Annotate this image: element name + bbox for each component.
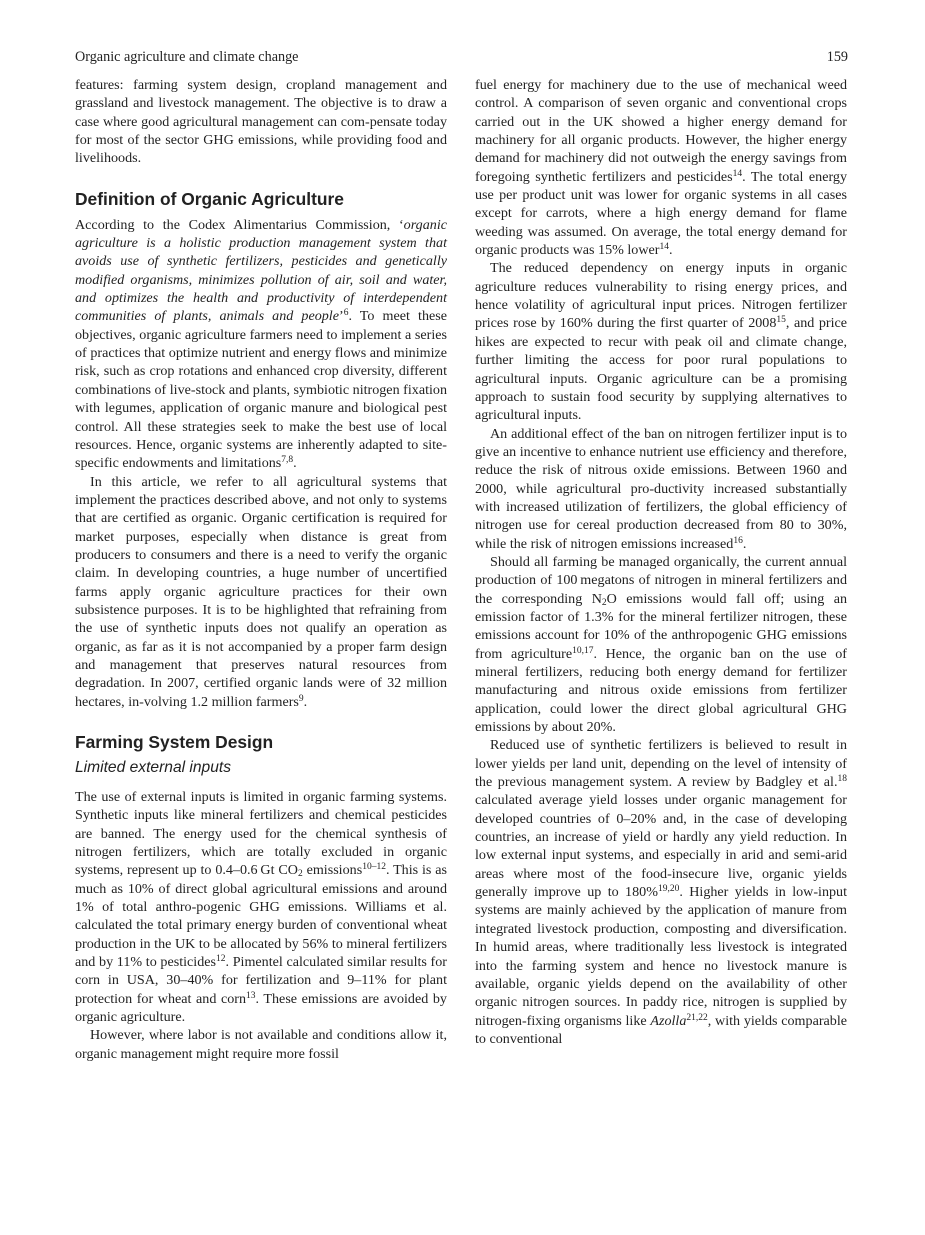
citation: 14: [659, 242, 669, 253]
azolla-term: Azolla: [650, 1012, 687, 1029]
definition-paragraph-1: According to the Codex Alimentarius Commission, ‘organic agriculture is a holistic production management system that avoids use of synthetic fertilizers, pesticides and genetically modified organisms, minimizes pollution of air, soil and water, and optimizes the health and productivity of interdependent communities of plants, animals and people’$^6$. To meet these objectives, organic agriculture farmers need to implement a series of practices that optimize nutrient and energy flows and minimize risk, such as crop rotations and enhanced crop diversity, different combinations of live-stock and plants, symbiotic nitrogen fixation with legumes, application of organic manure and biological pest control. All these strategies seek to make the best use of local resources. Hence, organic systems are inherently adapted to site-specific endowments and limitations$^{7,8}$.: [75, 216, 447, 472]
farming-paragraph-2: However, where labor is not available and conditions allow it, organic management might require more fossil: [75, 1027, 447, 1062]
heading-farming-system-design: Farming System Design: [75, 732, 274, 752]
running-header: [75, 46, 848, 68]
intro-paragraph: features: farming system design, cropland management and grassland and livestock management. The objective is to draw a case where good agricultural management can com-pensate today for most of the sector GHG emissions, while providing food and livelihoods.: [75, 77, 447, 167]
subheading-limited-external-inputs: Limited external inputs: [75, 759, 232, 776]
running-title: Organic agriculture and climate change: [75, 49, 299, 65]
page-number: 159: [826, 49, 848, 65]
yields-paragraph: Reduced use of synthetic fertilizers is believed to result in lower yields per land unit, depending on the level of intensity of the previous management system. A review by Badgley et al.$^{18}$ calculated average yield losses under organic management for developed countries of 0–20% and, in the case of developing countries, an increase of yield or hardly any yield reduction. In low external input systems, and especially in arid and semi-arid areas where most of the food-insecure live, organic yields generally improve up to 180%$^{19,20}$. Higher yields in low-input systems are mainly achieved by the application of manure from integrated livestock production, composting and diversification. In humid areas, where traditionally less livestock is integrated into the farming system and hence no livestock manure is available, organic yields depend on the availability of other organic nitrogen sources. In paddy rice, nitrogen is supplied by nitrogen-fixing organisms like Azolla$^{21,22}$, with yields comparable to conventional: [475, 737, 847, 1047]
left-column: [75, 76, 447, 1063]
citation: 12: [216, 954, 226, 965]
farming-paragraph-1: The use of external inputs is limited in organic farming systems. Synthetic inputs like mineral fertilizers and chemical pesticides are banned. The energy used for the chemical synthesis of nitrogen fertilizers, which are totally excluded in organic systems, represent up to 0.4–0.6 Gt $CO_2$ emissions$^{10-12}$. This is as much as 10% of direct global agricultural emissions and around 1% of total anthro-pogenic GHG emissions. Williams et al. calculated the total primary energy burden of conventional wheat production in the UK to be allocated by 56% to mineral fertilizers and by 11% to pesticides$^{12}$. Pimentel calculated similar results for corn in USA, 30–40% for fertilization and 9–11% for plant protection for wheat and corn$^{13}$. These emissions are avoided by organic agriculture.: [75, 789, 447, 1026]
definition-paragraph-2: In this article, we refer to all agricultural systems that implement the practices described above, and not only to systems that are certified as organic. Organic certification is required for market purposes, especially when distance is great from producers to consumers and there is a need to verify the organic claim. In developing countries, a huge number of uncertified farms apply organic agriculture practices for their own subsistence purposes. It is to be highlighted that refraining from the use of synthetic inputs does not qualify an operation as organic, as far as it is not accompanied by a proper farm design and management that preserves natural resources from degradation. In 2007, certified organic lands were of 32 million hectares, in-volving 1.2 million farmers$^9$.: [75, 473, 447, 710]
citation: 10–12: [362, 862, 386, 873]
citation: 21,22: [686, 1012, 708, 1023]
right-column: [475, 76, 847, 1048]
citation: 16: [733, 535, 743, 546]
nitrogen-efficiency-paragraph: An additional effect of the ban on nitrogen fertilizer input is to give an incentive to enhance nutrient use efficiency and therefore, reduce the risk of nitrous oxide emissions. Between 1960 and 2000, while agricultural pro-ductivity increased substantially with increased utilization of fertilizers, the global efficiency of nitrogen use for cereal production decreased from 80 to 30%, while the risk of nitrogen emissions increased$^{16}$.: [475, 425, 847, 552]
citation: 18: [837, 774, 847, 785]
codex-quote: organic agriculture is a holistic production management system that avoids use of synthetic fertilizers, pesticides and genetically modified organisms, minimizes pollution of air, soil and water, and optimizes the health and productivity of interdependent communities of plants, animals and people: [75, 216, 447, 325]
citation: 9: [298, 693, 304, 704]
heading-definition: Definition of Organic Agriculture: [75, 188, 344, 209]
mineral-fertilizer-paragraph: Should all farming be managed organically, the current annual production of 100 megatons of nitrogen in mineral fertilizers and the corresponding $N_2O$ emissions would fall off; using an emission factor of 1.3% for the mineral fertilizer nitrogen, these emissions account for 10% of the anthropogenic GHG emissions from agriculture$^{10,17}$. Hence, the organic ban on the use of mineral fertilizers, reducing both energy demand for fertilizer manufacturing and nitrous oxide emissions from fertilizer application, could lower the direct global agricultural GHG emissions by about 20%.: [475, 553, 847, 736]
citation: 6: [343, 308, 349, 319]
energy-paragraph: fuel energy for machinery due to the use of mechanical weed control. A comparison of seven organic and conventional crops carried out in the UK showed a higher energy demand for machinery for all organic products. However, the higher energy demand for machinery did not outweigh the energy savings from foregoing synthetic fertilizers and pesticides$^{14}$. The total energy use per product unit was lower for organic systems in all cases except for carrots, where a high energy demand for flame weeding was assumed. On average, the total energy demand for organic products was 15% lower$^{14}$.: [475, 77, 847, 259]
citation: 10,17: [572, 645, 594, 656]
prices-paragraph: The reduced dependency on energy inputs in organic agriculture reduces vulnerability to rising energy prices, and hence volatility of agricultural input prices. Nitrogen fertilizer prices rose by 160% during the first quarter of 2008$^{15}$, and price hikes are expected to recur with peak oil and climate change, further limiting the access for poor rural populations to agricultural inputs. Organic agriculture can be a promising approach to sustain food security by supplying alternatives to agricultural inputs.: [475, 260, 847, 424]
citation: 7,8: [281, 455, 294, 466]
citation: 15: [776, 315, 786, 326]
citation: 14: [732, 168, 743, 179]
citation: 13: [246, 990, 256, 1001]
citation: 19,20: [657, 884, 680, 895]
